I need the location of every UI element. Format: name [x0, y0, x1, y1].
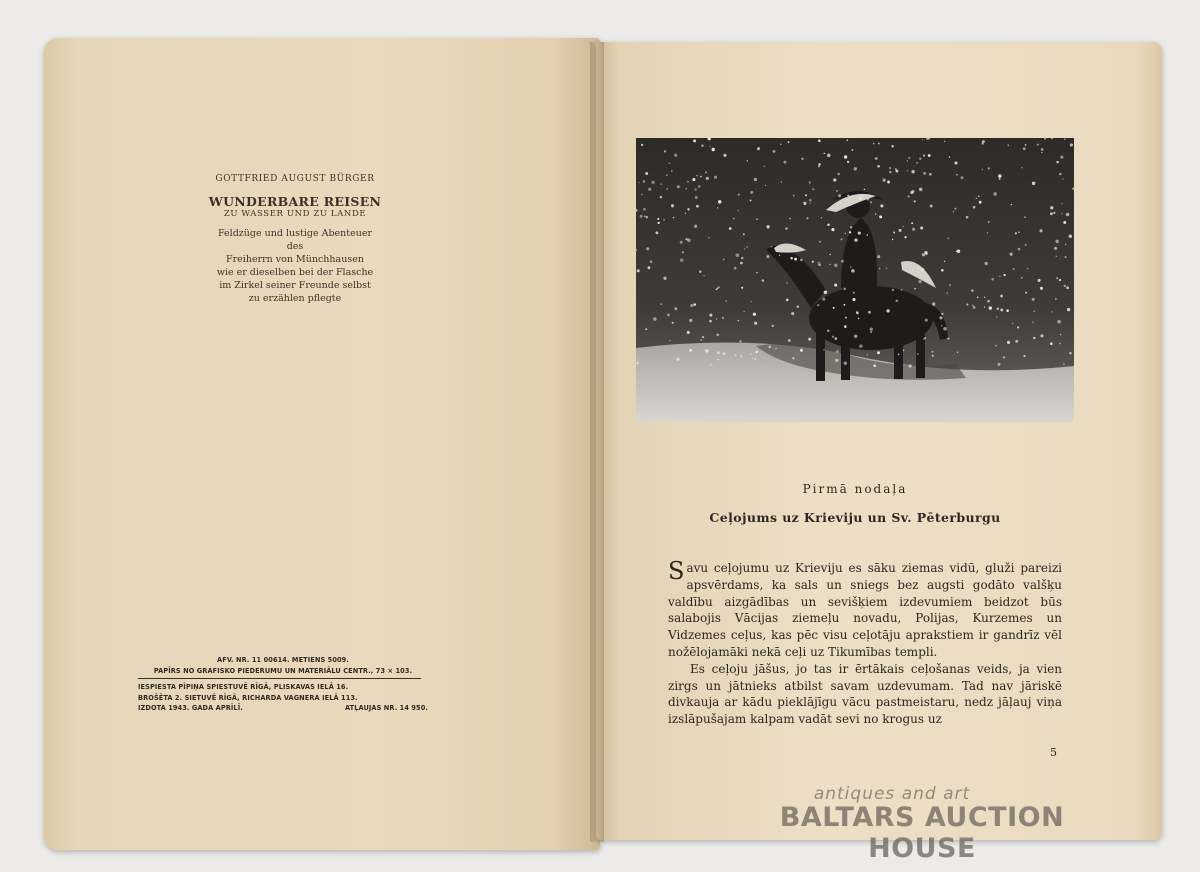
book-subtitle: ZU WASSER UND ZU LANDE — [223, 209, 367, 219]
imprint-block — [138, 655, 428, 714]
description-line: des — [286, 241, 304, 252]
imprint-permit: ATĻAUJAS NR. 14 950. — [345, 703, 428, 712]
chapter-body — [668, 557, 1062, 728]
description-line: zu erzählen pflegte — [248, 293, 342, 304]
description-line: Feldzüge und lustige Abenteuer — [217, 228, 372, 239]
chapter-heading — [636, 482, 1074, 525]
description-line: im Zirkel seiner Freunde selbst — [219, 280, 371, 291]
chapter-number: Pirmā nodaļa — [802, 482, 908, 496]
watermark-tagline: antiques and art — [813, 784, 971, 804]
watermark-name: BALTARS AUCTION HOUSE — [779, 802, 1065, 864]
left-page — [44, 38, 600, 850]
paragraph: Es ceļoju jāšus, jo tas ir ērtākais ceļošanas veids, ja vien zirgs un jātnieks atbilst savam uzdevumam. Tad nav jāriskē divkauja ar kādu pieklājīgu vācu pastmeistaru, nedz jāļauj viņa izslāpušajam kalpam vadāt sevi no krogus uz — [668, 661, 1062, 727]
imprint-line: PAPĪRS NO GRAFISKO PIEDERUMU UN MATERIĀLU CENTR., 73 × 103. — [153, 665, 413, 675]
book-title: WUNDERBARE REISEN — [208, 194, 382, 209]
title-page-block — [200, 174, 390, 305]
description-line: Freiherrn von Münchhausen — [226, 254, 364, 265]
book-gutter — [590, 42, 604, 842]
imprint-line: BROŠĒTA 2. SIETUVĒ RĪGĀ, RICHARDA VAGNERA IELĀ 113. — [138, 692, 358, 702]
paragraph-text: avu ceļojumu uz Krieviju es sāku ziemas vidū, gluži pareizi apsvērdams, ka sals un sniegs bez augsti godāto valšķu valdību aizgādības un sevišķiem izdevumiem beidzot būs salabojis Vācijas ziemeļu novadu, Polijas, Kurzemes un Vidzemes ceļus, kas pēc visu ceļotāju aprakstiem ir gandrīz vēl nožēlojamāki nekā ceļi uz Tikumības templi. — [668, 561, 1062, 659]
imprint-divider — [138, 678, 421, 679]
drop-cap: S — [668, 557, 685, 585]
description-line: wie er dieselben bei der Flasche — [216, 267, 374, 278]
engraving-illustration — [636, 138, 1074, 422]
imprint-line: AFV. NR. 11 00614. METIENS 5009. — [217, 655, 349, 664]
chapter-title: Ceļojums uz Krieviju un Sv. Pēterburgu — [709, 510, 1001, 525]
author-name: GOTTFRIED AUGUST BÜRGER — [215, 174, 375, 184]
imprint-line-row — [138, 703, 428, 714]
paragraph — [668, 557, 1062, 661]
page-number: 5 — [1050, 746, 1057, 759]
imprint-date: IZDOTA 1943. GADA APRĪLĪ. — [138, 703, 243, 712]
imprint-line: IESPIESTA PĪPIŅA SPIESTUVĒ RĪGĀ, PLISKAVAS IELĀ 16. — [138, 682, 349, 691]
